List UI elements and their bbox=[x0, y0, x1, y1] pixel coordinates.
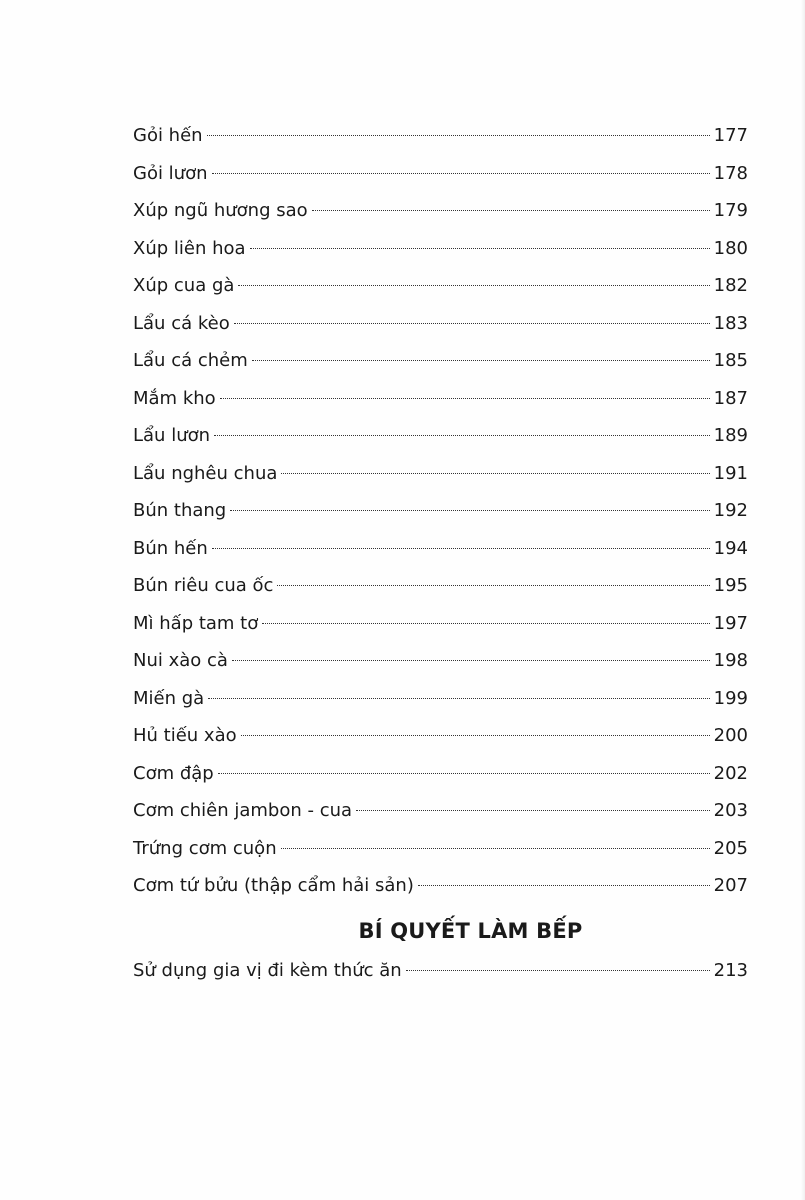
toc-entry-title: Gỏi hến bbox=[133, 125, 203, 146]
toc-entry bbox=[133, 867, 748, 905]
dot-leader bbox=[241, 735, 710, 736]
toc-entry-page: 207 bbox=[713, 875, 748, 896]
toc-entry bbox=[133, 792, 748, 830]
page-edge-shadow bbox=[801, 0, 805, 1200]
toc-entry-page: 213 bbox=[713, 960, 748, 981]
toc-entry-title: Bún riêu cua ốc bbox=[133, 575, 274, 596]
toc-entry-page: 199 bbox=[713, 687, 748, 709]
toc-entry-title: Mắm kho bbox=[133, 387, 216, 409]
toc-entry bbox=[133, 155, 748, 193]
dot-leader bbox=[212, 173, 710, 174]
toc-entry-page: 182 bbox=[713, 275, 748, 296]
toc-entry bbox=[133, 530, 748, 568]
dot-leader bbox=[234, 323, 710, 324]
toc-entry-page: 180 bbox=[713, 237, 748, 259]
dot-leader bbox=[312, 210, 710, 211]
toc-entry-page: 198 bbox=[713, 650, 748, 671]
toc-entry-page: 179 bbox=[713, 200, 748, 221]
toc-entry-page: 189 bbox=[713, 425, 748, 446]
toc-entry-page: 191 bbox=[713, 462, 748, 484]
toc-entry-title: Trứng cơm cuộn bbox=[133, 837, 277, 859]
toc-entry-title: Cơm chiên jambon - cua bbox=[133, 800, 353, 821]
table-of-contents bbox=[133, 117, 748, 905]
toc-entry-page: 203 bbox=[713, 800, 748, 821]
toc-entry bbox=[133, 830, 748, 868]
dot-leader bbox=[214, 435, 710, 436]
dot-leader bbox=[281, 848, 710, 849]
toc-entry bbox=[133, 305, 748, 343]
toc-entry bbox=[133, 192, 748, 230]
toc-entry-title: Mì hấp tam tơ bbox=[133, 612, 259, 634]
dot-leader bbox=[406, 970, 710, 971]
toc-entry-title: Nui xào cà bbox=[133, 650, 228, 671]
toc-entry-page: 200 bbox=[713, 725, 748, 746]
dot-leader bbox=[207, 135, 710, 136]
dot-leader bbox=[208, 698, 709, 699]
toc-entry-title: Miến gà bbox=[133, 687, 205, 709]
toc-entry-page: 177 bbox=[713, 125, 748, 146]
toc-entry-page: 185 bbox=[713, 350, 748, 371]
toc-entry-title: Xúp cua gà bbox=[133, 275, 235, 296]
toc-entry bbox=[133, 455, 748, 493]
toc-entry-title: Bún hến bbox=[133, 537, 208, 559]
toc-entry bbox=[133, 605, 748, 643]
dot-leader bbox=[238, 285, 709, 286]
toc-entry-title: Cơm đập bbox=[133, 762, 214, 784]
toc-entry-title: Xúp liên hoa bbox=[133, 237, 246, 259]
dot-leader bbox=[281, 473, 709, 474]
toc-entry bbox=[133, 717, 748, 755]
toc-entry-title: Gỏi lươn bbox=[133, 162, 208, 184]
toc-entry-title: Sử dụng gia vị đi kèm thức ăn bbox=[133, 960, 402, 981]
toc-entry bbox=[133, 342, 748, 380]
toc-entry-title: Xúp ngũ hương sao bbox=[133, 200, 308, 221]
toc-entry-page: 178 bbox=[713, 162, 748, 184]
toc-entry bbox=[133, 417, 748, 455]
toc-entry bbox=[133, 492, 748, 530]
toc-entry bbox=[133, 567, 748, 605]
section-entries bbox=[133, 952, 748, 990]
dot-leader bbox=[356, 810, 710, 811]
toc-entry-title: Lẩu nghêu chua bbox=[133, 462, 278, 484]
toc-entry-title: Lẩu lươn bbox=[133, 425, 211, 446]
toc-entry-page: 202 bbox=[713, 762, 748, 784]
dot-leader bbox=[277, 585, 709, 586]
toc-entry-page: 194 bbox=[713, 537, 748, 559]
section-heading: BÍ QUYẾT LÀM BẾP bbox=[358, 919, 583, 943]
toc-entry bbox=[133, 755, 748, 793]
toc-entry-page: 183 bbox=[713, 312, 748, 334]
dot-leader bbox=[418, 885, 710, 886]
toc-entry-title: Lẩu cá kèo bbox=[133, 312, 230, 334]
dot-leader bbox=[212, 548, 710, 549]
dot-leader bbox=[220, 398, 710, 399]
dot-leader bbox=[218, 773, 710, 774]
toc-entry bbox=[133, 642, 748, 680]
toc-entry bbox=[133, 680, 748, 718]
toc-entry-page: 195 bbox=[713, 575, 748, 596]
toc-entry-page: 197 bbox=[713, 612, 748, 634]
toc-entry-page: 187 bbox=[713, 387, 748, 409]
dot-leader bbox=[262, 623, 709, 624]
dot-leader bbox=[252, 360, 710, 361]
toc-entry bbox=[133, 117, 748, 155]
toc-entry-title: Lẩu cá chẻm bbox=[133, 350, 248, 371]
toc-entry bbox=[133, 230, 748, 268]
toc-entry-title: Hủ tiếu xào bbox=[133, 725, 237, 746]
toc-entry bbox=[133, 267, 748, 305]
toc-entry bbox=[133, 380, 748, 418]
toc-entry-title: Bún thang bbox=[133, 500, 227, 521]
dot-leader bbox=[250, 248, 710, 249]
dot-leader bbox=[230, 510, 709, 511]
dot-leader bbox=[232, 660, 710, 661]
toc-entry-title: Cơm tứ bửu (thập cẩm hải sản) bbox=[133, 875, 414, 896]
toc-entry-page: 205 bbox=[713, 837, 748, 859]
toc-entry bbox=[133, 952, 748, 990]
toc-entry-page: 192 bbox=[713, 500, 748, 521]
